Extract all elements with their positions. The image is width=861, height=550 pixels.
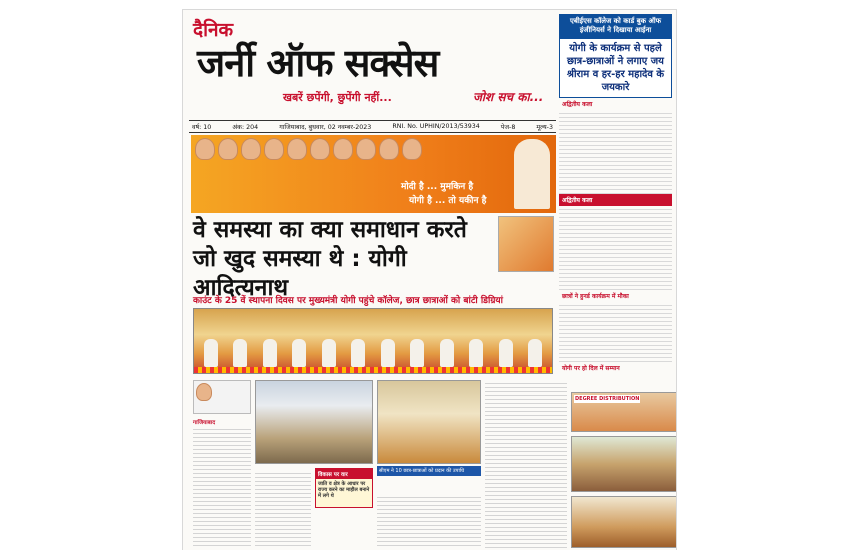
person-figure bbox=[499, 339, 513, 367]
person-figure bbox=[204, 339, 218, 367]
tagline-left: खबरें छपेंगी, छुपेंगी नहीं... bbox=[283, 91, 392, 104]
article-column-d bbox=[377, 494, 481, 548]
issue-info-bar bbox=[189, 120, 556, 133]
right-column bbox=[559, 14, 672, 394]
banner-slogan-1: मोदी है ... मुमकिन है bbox=[401, 182, 474, 192]
banner-faces bbox=[195, 138, 455, 180]
person-figure bbox=[440, 339, 454, 367]
person-figure bbox=[381, 339, 395, 367]
dateline: गाजियाबाद bbox=[193, 418, 251, 426]
right-top-banner: एबीईएस कॉलेज को कार्ड बुक ऑफ इंजीनियर्स ने दिखाया आईना bbox=[559, 14, 672, 38]
small-ad bbox=[193, 380, 251, 414]
avatar bbox=[333, 138, 353, 160]
article-column-a bbox=[193, 418, 251, 548]
masthead bbox=[183, 10, 556, 120]
main-subheadline: काउंट के 25 वें स्थापना दिवस पर मुख्यमंत्री योगी पहुंचे कॉलेज, छात्र छात्राओं को बांटी डिग्रियां bbox=[193, 296, 503, 306]
avatar bbox=[287, 138, 307, 160]
person-figure bbox=[263, 339, 277, 367]
article-column-b bbox=[255, 470, 311, 548]
photo-students bbox=[571, 496, 676, 548]
photo-group bbox=[571, 436, 676, 492]
avatar bbox=[264, 138, 284, 160]
person-figure bbox=[292, 339, 306, 367]
avatar bbox=[356, 138, 376, 160]
avatar bbox=[402, 138, 422, 160]
avatar bbox=[218, 138, 238, 160]
quote-box-body: जाति व क्षेत्र के आधार पर राज्य करने का माहौल बनाने में लगे थे bbox=[318, 481, 370, 499]
right-section-1: छात्रों ने हुनर्ड कार्यक्रम में मौका bbox=[562, 293, 629, 301]
avatar bbox=[196, 383, 212, 401]
avatar bbox=[241, 138, 261, 160]
newspaper-page bbox=[183, 10, 676, 550]
photo-caption: सीएम ने 10 छात्र-छात्राओं को प्रदान की उपाधि bbox=[377, 466, 481, 476]
person-figure bbox=[528, 339, 542, 367]
avatar bbox=[379, 138, 399, 160]
person-figure bbox=[469, 339, 483, 367]
right-section-2: योगी पर हो दिल में सम्मान bbox=[562, 365, 620, 373]
banner-slogan-2: योगी है ... तो यकीन है bbox=[409, 196, 487, 206]
price: मूल्य-3 bbox=[536, 124, 553, 131]
quote-box bbox=[315, 468, 373, 508]
lower-section bbox=[191, 378, 671, 550]
rni-number: RNI. No. UPHIN/2013/53934 bbox=[392, 123, 480, 130]
article-column-e bbox=[485, 380, 567, 548]
person-figure bbox=[351, 339, 365, 367]
photo-ceremony bbox=[255, 380, 373, 464]
flower-decoration bbox=[194, 367, 552, 373]
issue-year: वर्ष: 10 bbox=[192, 124, 212, 131]
headline-photo bbox=[498, 216, 554, 272]
avatar bbox=[310, 138, 330, 160]
political-banner-ad bbox=[191, 135, 556, 213]
right-article-text bbox=[559, 110, 672, 194]
right-article-text-2 bbox=[559, 206, 672, 290]
person-figure bbox=[322, 339, 336, 367]
avatar bbox=[195, 138, 215, 160]
banner-person-photo bbox=[514, 139, 550, 209]
right-red-box: अद्वितीय कला bbox=[559, 194, 672, 206]
person-figure bbox=[233, 339, 247, 367]
masthead-dainik: दैनिक bbox=[193, 19, 234, 41]
right-article-text-3 bbox=[559, 302, 672, 362]
page-count: पेज-8 bbox=[500, 124, 516, 131]
event-stage-photo bbox=[193, 308, 553, 374]
right-headline: योगी के कार्यक्रम से पहले छात्र-छात्राओं ने लगाए जय श्रीराम व हर-हर महादेव के जयकारे bbox=[559, 38, 672, 98]
photo-degree-distribution bbox=[571, 392, 676, 432]
main-headline: वे समस्या का क्या समाधान करते जो खुद समस्या थे : योगी आदित्यनाथ bbox=[193, 217, 467, 301]
issue-date: गाजियाबाद, बुधवार, 02 नवम्बर-2023 bbox=[279, 124, 372, 131]
issue-number: अंक: 204 bbox=[232, 124, 259, 131]
tagline-right: जोश सच का... bbox=[473, 90, 544, 104]
quote-box-title: विकास पर वार bbox=[316, 469, 372, 479]
masthead-title: जर्नी ऑफ सक्सेस bbox=[197, 40, 439, 85]
person-figure bbox=[410, 339, 424, 367]
photo-label: DEGREE DISTRIBUTION bbox=[575, 396, 640, 402]
stage-people bbox=[204, 339, 542, 367]
right-subheading: अद्वितीय कला bbox=[562, 101, 593, 109]
photo-inauguration bbox=[377, 380, 481, 464]
